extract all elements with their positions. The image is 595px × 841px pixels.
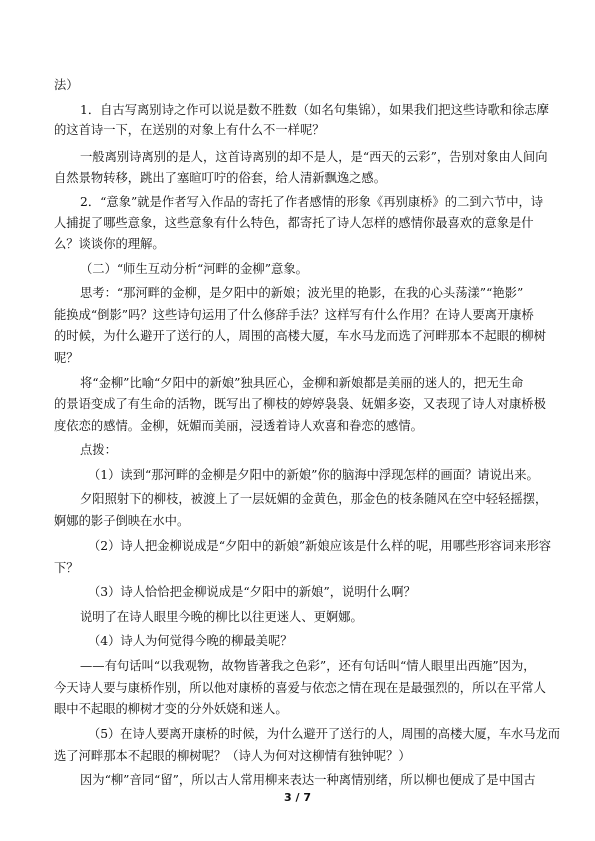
text-line: 下？ (54, 561, 79, 575)
text-line: 么？谈谈你的理解。 (54, 237, 165, 251)
text-line: （1）读到“那河畔的金柳是夕阳中的新娘”你的脑海中浮现怎样的画面？请说出来。 (88, 468, 539, 482)
text-line: 今天诗人要与康桥作别，所以他对康桥的喜爱与依恋之情在现在是最强烈的，所以在平常人 (54, 681, 546, 695)
text-line: 2．“意象”就是作者写入作品的寄托了作者感情的形象《再别康桥》的二到六节中，诗 (80, 195, 544, 209)
text-line: 的景语变成了有生命的活物，既写出了柳枝的婷婷袅袅、妩媚多姿，又表现了诗人对康桥极 (54, 397, 546, 411)
text-line: （二）“师生互动分析“河畔的金柳”意象。 (80, 262, 308, 276)
text-line: 呢？ (54, 351, 79, 365)
text-line: 一般离别诗离别的是人，这首诗离别的却不是人，是“西天的云彩”，告别对象由人间向 (80, 150, 548, 164)
text-line: 1．自古写离别诗之作可以说是数不胜数（如名句集锦），如果我们把这些诗歌和徐志摩 (80, 103, 549, 117)
text-line: （3）诗人恰恰把金柳说成是“夕阳中的新娘”，说明什么啊？ (88, 585, 416, 599)
text-line: 思考：“那河畔的金柳，是夕阳中的新娘；波光里的艳影，在我的心头荡漾”“艳影” (80, 286, 524, 300)
text-line: ——有句话叫“以我观物，故物皆著我之色彩”，还有句话叫“情人眼里出西施”因为， (80, 659, 536, 673)
text-line: 能换成“倒影”吗？这些诗句运用了什么修辞手法？这样写有什么作用？在诗人要离开康桥 (54, 308, 534, 322)
text-line: 将“金柳”比喻“夕阳中的新娘”独具匠心，金柳和新娘都是美丽的迷人的，把无生命 (80, 376, 524, 390)
text-line: （5）在诗人要离开康桥的时候，为什么避开了送行的人，周围的高楼大厦，车水马龙而 (88, 727, 560, 741)
text-line: 点拨： (80, 443, 117, 457)
page-number: 3 / 7 (284, 791, 311, 804)
text-line: 自然景物转移，跳出了塞暄叮咛的俗套，给人清新飘逸之感。 (54, 171, 387, 185)
text-line: 的这首诗一下，在送别的对象上有什么不一样呢？ (54, 123, 325, 137)
text-line: 因为“柳”音同“留”，所以古人常用柳来表达一种离情别绪，所以柳也便成了是中国古 (80, 773, 536, 787)
text-line: 人捕捉了哪些意象，这些意象有什么特色，都寄托了诗人怎样的感情你最喜欢的意象是什 (54, 216, 534, 230)
text-line: 说明了在诗人眼里今晚的柳比以往更迷人、更婀娜。 (80, 610, 363, 624)
text-line: （2）诗人把金柳说成是“夕阳中的新娘”新娘应该是什么样的呢，用哪些形容词来形容 (88, 539, 552, 553)
text-line: 选了河畔那本不起眼的柳树呢？（诗人为何对这柳情有独钟呢？） (54, 749, 411, 763)
text-line: 的时候，为什么避开了送行的人，周围的高楼大厦，车水马龙而选了河畔那本不起眼的柳树 (54, 329, 546, 343)
text-line: （4）诗人为何觉得今晚的柳最美呢？ (88, 634, 293, 648)
text-line: 眼中不起眼的柳树才变的分外妖娆和迷人。 (54, 702, 288, 716)
text-line: 法） (54, 78, 79, 92)
text-line: 度依恋的感情。金柳，妩媚而美丽，浸透着诗人欢喜和眷恋的感情。 (54, 419, 423, 433)
text-line: 夕阳照射下的柳枝，被渡上了一层妩媚的金黄色，那金色的枝条随风在空中轻轻摇摆， (80, 492, 548, 506)
text-line: 婀娜的影子倒映在水中。 (54, 514, 190, 528)
